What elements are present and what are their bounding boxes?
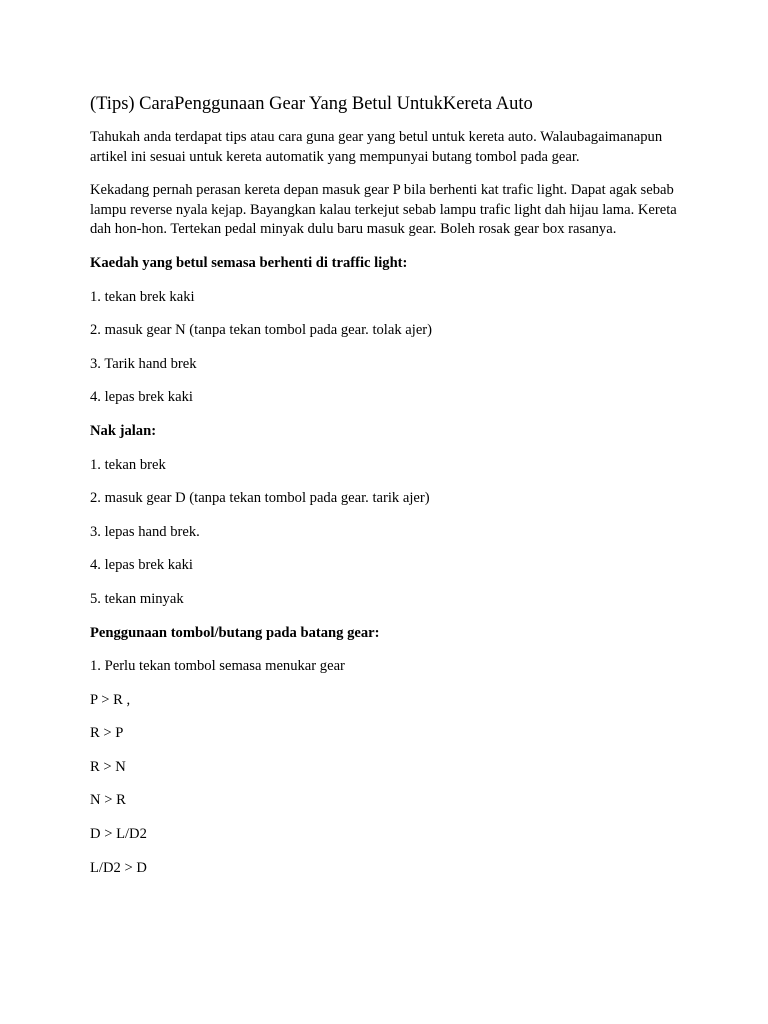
list-item: 1. tekan brek (90, 456, 166, 473)
list-item: R > P (90, 725, 124, 742)
section-heading-traffic-light: Kaedah yang betul semasa berhenti di traffic light: (90, 254, 408, 271)
list-item: 1. tekan brek kaki (90, 288, 195, 305)
document-page (90, 92, 680, 892)
list-item: 4. lepas brek kaki (90, 389, 193, 406)
list-item: 2. masuk gear N (tanpa tekan tombol pada gear. tolak ajer) (90, 322, 433, 339)
title-segment: Kereta Auto (442, 94, 533, 114)
list-item: 5. tekan minyak (90, 590, 184, 607)
section-heading-nak-jalan: Nak jalan: (90, 422, 157, 439)
list-item: N > R (90, 792, 126, 809)
document-title (90, 92, 680, 116)
list-item: 1. Perlu tekan tombol semasa menukar gear (90, 658, 345, 675)
title-segment: (Tips) Cara (90, 94, 175, 114)
list-item: L/D2 > D (90, 859, 147, 876)
list-item: R > N (90, 758, 126, 775)
list-item: 3. lepas hand brek. (90, 523, 200, 540)
section-heading-tombol: Penggunaan tombol/butang pada batang gear: (90, 624, 380, 641)
title-segment: Penggunaan Gear Yang Betul Untuk (174, 94, 443, 114)
context-paragraph: Kekadang pernah perasan kereta depan masuk gear P bila berhenti kat trafic light. Dapat agak sebab lampu reverse nyala kejap. Bayangkan kalau terkejut sebab lampu trafic light dah hijau lama. Kereta dah hon-hon. Tertekan pedal minyak dulu baru masuk gear. Boleh rosak gear box rasanya. (90, 182, 677, 238)
intro-paragraph: Tahukah anda terdapat tips atau cara guna gear yang betul untuk kereta auto. Walaubagaimanapun artikel ini sesuai untuk kereta automatik yang mempunyai butang tombol pada gear. (90, 129, 663, 165)
list-item: 4. lepas brek kaki (90, 557, 193, 574)
list-item: 3. Tarik hand brek (90, 355, 197, 372)
list-item: 2. masuk gear D (tanpa tekan tombol pada gear. tarik ajer) (90, 490, 430, 507)
list-item: P > R , (90, 691, 131, 708)
list-item: D > L/D2 (90, 826, 147, 843)
